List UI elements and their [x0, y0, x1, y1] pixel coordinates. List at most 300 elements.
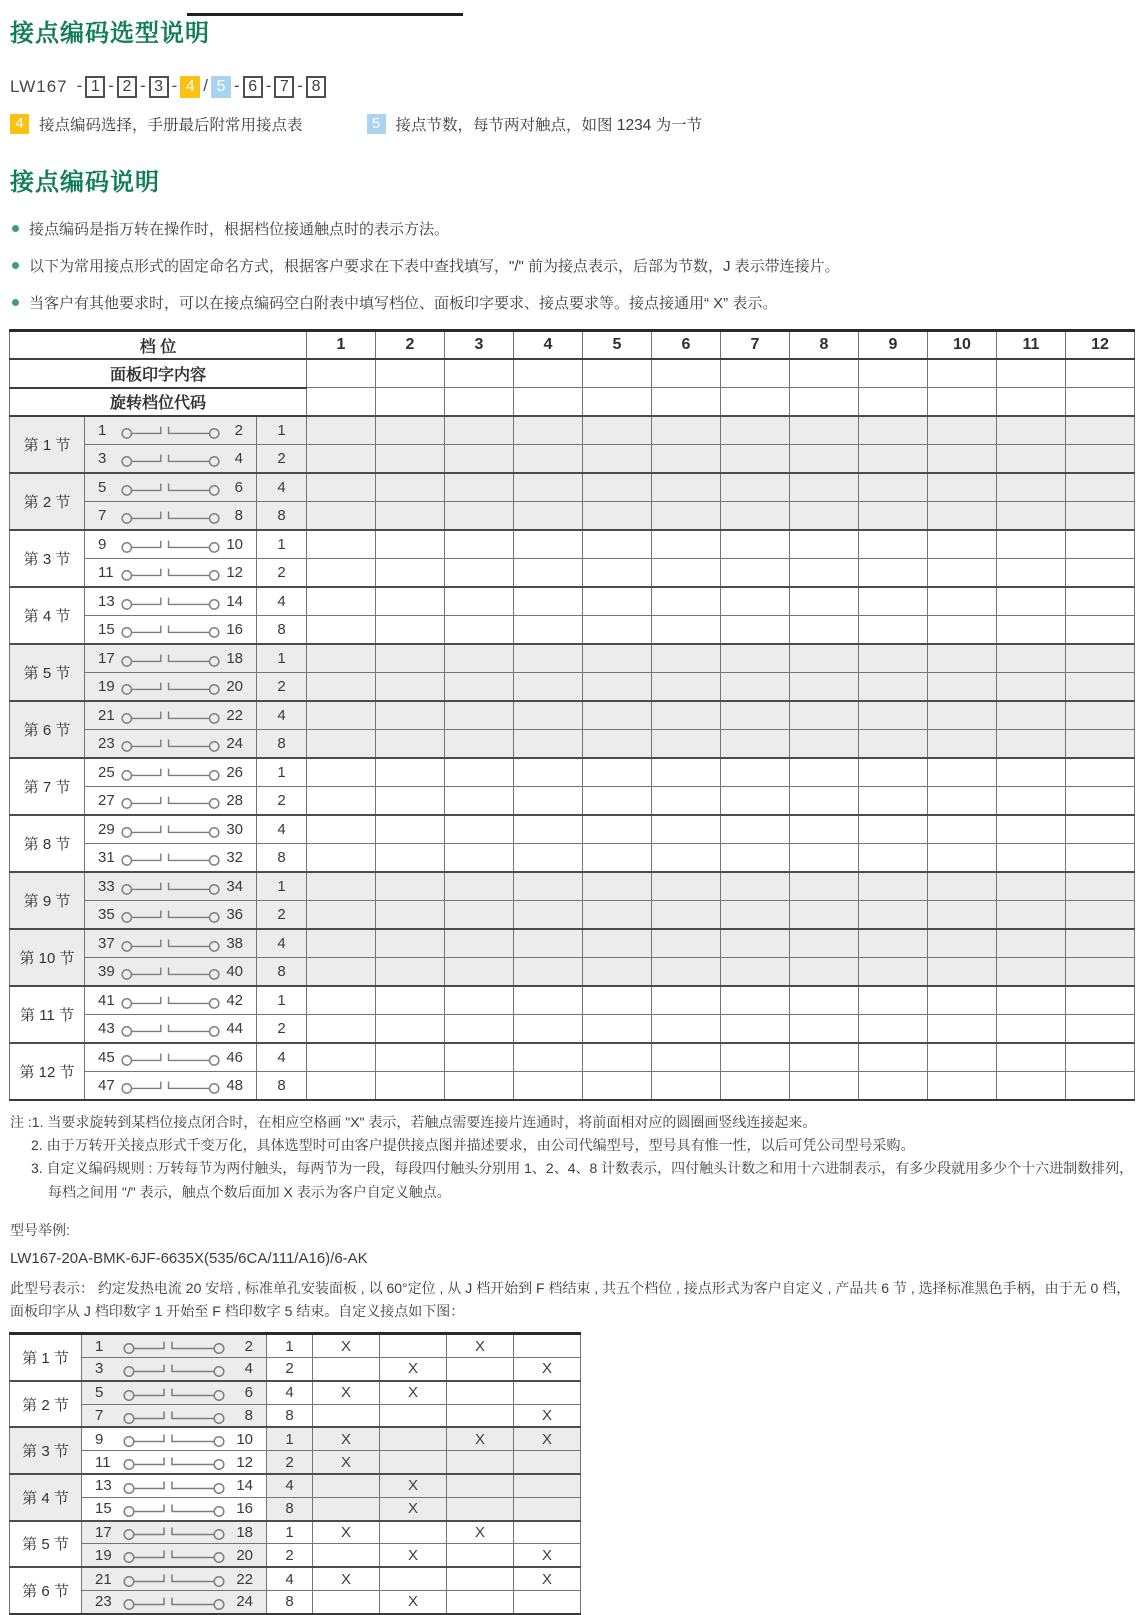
section-label: 第 2 节: [10, 473, 85, 530]
contact-code-cell: 1: [267, 1427, 313, 1450]
position-cell: [790, 730, 859, 759]
table-row: [10, 758, 1135, 787]
position-number: 4: [514, 331, 583, 360]
position-cell: [376, 502, 445, 531]
position-cell: [307, 901, 376, 930]
position-cell: [928, 758, 997, 787]
position-cell: [928, 502, 997, 531]
position-cell: [997, 559, 1066, 588]
position-cell: [1066, 758, 1135, 787]
position-cell: [997, 815, 1066, 844]
contact-code-cell: 2: [267, 1451, 313, 1474]
position-cell: [997, 416, 1066, 445]
position-cell: [376, 730, 445, 759]
contact-diagram-cell: [85, 901, 257, 930]
position-cell: [1066, 473, 1135, 502]
contact-mark-cell: [313, 1544, 380, 1567]
contact-mark-cell: [514, 1521, 581, 1544]
bullet-dot-icon: [12, 299, 19, 306]
table-row: [10, 872, 1135, 901]
model-separator: -: [108, 76, 114, 95]
position-cell: [721, 644, 790, 673]
position-cell: [376, 473, 445, 502]
section-label: 第 1 节: [10, 1334, 82, 1381]
section-label: 第 9 节: [10, 872, 85, 929]
contact-code-cell: 1: [267, 1334, 313, 1358]
position-cell: [445, 730, 514, 759]
table-row: [10, 1043, 1135, 1072]
position-number: 6: [652, 331, 721, 360]
contact-diagram: [85, 849, 256, 866]
position-cell: [583, 644, 652, 673]
contact-mark-cell: [447, 1590, 514, 1613]
terminal-number-left: 43: [98, 1020, 115, 1037]
position-cell: [859, 958, 928, 987]
position-cell: [307, 958, 376, 987]
terminal-number-right: 34: [226, 878, 243, 895]
contact-code-cell: 1: [257, 758, 307, 787]
contact-code-cell: 8: [257, 616, 307, 645]
position-cell: [583, 673, 652, 702]
contact-mark-cell: X: [514, 1544, 581, 1567]
contact-mark-cell: X: [313, 1451, 380, 1474]
position-cell: [928, 901, 997, 930]
contact-symbol-icon: [122, 1361, 226, 1377]
contact-mark-cell: [514, 1497, 581, 1520]
contact-symbol-icon: [122, 1385, 226, 1401]
position-cell: [1066, 559, 1135, 588]
table-header-row: [10, 331, 1135, 360]
contact-diagram-cell: [82, 1334, 267, 1358]
contact-symbol-icon: [120, 793, 221, 809]
position-cell: [652, 758, 721, 787]
position-cell: [307, 502, 376, 531]
table-row: [10, 730, 1135, 759]
position-cell: [790, 473, 859, 502]
terminal-number-left: 45: [98, 1049, 115, 1066]
model-separator: -: [234, 76, 240, 95]
position-cell: [928, 644, 997, 673]
terminal-number-right: 6: [244, 1384, 253, 1402]
contact-mark-cell: X: [313, 1521, 380, 1544]
notes-block: [10, 1111, 1140, 1204]
position-cell: [514, 1015, 583, 1044]
position-cell: [307, 1015, 376, 1044]
position-cell: [652, 815, 721, 844]
table-row: [10, 1334, 581, 1358]
position-cell: [583, 872, 652, 901]
position-cell: [1066, 986, 1135, 1015]
model-segment-3: 3: [149, 76, 169, 98]
contact-mark-cell: X: [514, 1404, 581, 1427]
position-cell: [790, 758, 859, 787]
position-cell: [652, 901, 721, 930]
contact-diagram-cell: [85, 530, 257, 559]
position-cell: [1066, 872, 1135, 901]
legend-text-4: 接点编码选择，手册最后附常用接点表: [39, 117, 303, 134]
position-cell: [376, 1072, 445, 1101]
position-cell: [445, 901, 514, 930]
position-number: 11: [997, 331, 1066, 360]
position-cell: [721, 958, 790, 987]
terminal-number-left: 11: [98, 564, 114, 581]
contact-diagram-cell: [85, 644, 257, 673]
contact-diagram-cell: [82, 1590, 267, 1613]
terminal-number-right: 12: [236, 1453, 253, 1471]
table-row: [10, 1474, 581, 1497]
position-cell: [307, 616, 376, 645]
contact-diagram: [85, 479, 256, 496]
table-row: [10, 1358, 581, 1381]
position-cell: [376, 1043, 445, 1072]
position-cell: [997, 787, 1066, 816]
section-label: 第 4 节: [10, 587, 85, 644]
position-number: 1: [307, 331, 376, 360]
contact-symbol-icon: [120, 907, 221, 923]
contact-mark-cell: X: [447, 1427, 514, 1450]
position-cell: [376, 815, 445, 844]
position-cell: [514, 758, 583, 787]
contact-diagram-cell: [85, 758, 257, 787]
contact-code-cell: 4: [267, 1474, 313, 1497]
position-cell: [376, 787, 445, 816]
position-cell: [514, 701, 583, 730]
contact-coding-table: [9, 329, 1135, 1101]
contact-symbol-icon: [122, 1408, 226, 1424]
position-cell: [445, 872, 514, 901]
contact-symbol-icon: [120, 1021, 221, 1037]
terminal-number-right: 20: [226, 678, 243, 695]
contact-mark-cell: X: [380, 1544, 447, 1567]
rotary-code-cell: [652, 388, 721, 417]
section-label: 第 4 节: [10, 1474, 82, 1521]
contact-diagram: [82, 1477, 266, 1494]
terminal-number-left: 31: [98, 849, 115, 866]
position-cell: [307, 530, 376, 559]
bullet-item: [12, 255, 1140, 276]
position-cell: [928, 730, 997, 759]
contact-code-cell: 8: [257, 958, 307, 987]
terminal-number-right: 48: [226, 1077, 243, 1094]
position-cell: [583, 844, 652, 873]
position-cell: [997, 958, 1066, 987]
position-cell: [307, 673, 376, 702]
position-cell: [652, 473, 721, 502]
position-cell: [1066, 1015, 1135, 1044]
position-cell: [583, 787, 652, 816]
position-cell: [928, 1072, 997, 1101]
section-label: 第 11 节: [10, 986, 85, 1043]
contact-mark-cell: [447, 1567, 514, 1590]
contact-code-cell: 2: [267, 1544, 313, 1567]
example-model-code: LW167-20A-BMK-6JF-6635X(535/6CA/111/A16)/6-AK: [10, 1249, 368, 1267]
contact-diagram-cell: [85, 616, 257, 645]
position-cell: [790, 787, 859, 816]
legend-item-4: [10, 113, 303, 135]
contact-mark-cell: [447, 1544, 514, 1567]
contact-code-cell: 1: [267, 1521, 313, 1544]
position-cell: [514, 530, 583, 559]
position-cell: [1066, 416, 1135, 445]
contact-code-cell: 4: [267, 1567, 313, 1590]
position-cell: [652, 502, 721, 531]
terminal-number-right: 16: [226, 621, 243, 638]
bullet-text: 当客户有其他要求时，可以在接点编码空白附表中填写档位、面板印字要求、接点要求等。接点接通用“ X” 表示。: [29, 295, 778, 312]
position-cell: [1066, 644, 1135, 673]
contact-code-cell: 1: [257, 530, 307, 559]
position-cell: [928, 559, 997, 588]
position-cell: [859, 986, 928, 1015]
position-cell: [376, 958, 445, 987]
position-cell: [859, 815, 928, 844]
position-cell: [721, 758, 790, 787]
position-cell: [376, 1015, 445, 1044]
contact-diagram: [85, 450, 256, 467]
contact-diagram-cell: [85, 787, 257, 816]
contact-code-cell: 1: [257, 872, 307, 901]
position-cell: [376, 559, 445, 588]
table-row: [10, 1451, 581, 1474]
contact-mark-cell: [380, 1521, 447, 1544]
contact-diagram-cell: [85, 445, 257, 474]
table-row: [10, 1015, 1135, 1044]
contact-diagram: [85, 507, 256, 524]
position-cell: [514, 901, 583, 930]
position-cell: [928, 530, 997, 559]
position-cell: [652, 872, 721, 901]
position-cell: [583, 986, 652, 1015]
terminal-number-right: 38: [226, 935, 243, 952]
contact-symbol-icon: [120, 480, 221, 496]
position-cell: [997, 502, 1066, 531]
rotary-code-cell: [859, 388, 928, 417]
terminal-number-right: 14: [236, 1477, 253, 1495]
position-cell: [376, 758, 445, 787]
terminal-number-left: 9: [98, 536, 107, 553]
position-cell: [445, 787, 514, 816]
model-separator: -: [297, 76, 304, 95]
position-cell: [859, 758, 928, 787]
contact-diagram: [85, 1077, 256, 1094]
terminal-number-left: 21: [95, 1570, 112, 1588]
position-cell: [928, 445, 997, 474]
contact-diagram-cell: [85, 1015, 257, 1044]
contact-symbol-icon: [120, 622, 221, 638]
contact-diagram-cell: [85, 815, 257, 844]
position-cell: [997, 530, 1066, 559]
position-cell: [583, 1043, 652, 1072]
position-cell: [445, 416, 514, 445]
panel-print-cell: [652, 359, 721, 388]
position-cell: [307, 929, 376, 958]
table-row: [10, 559, 1135, 588]
position-cell: [1066, 787, 1135, 816]
section-label: 第 12 节: [10, 1043, 85, 1100]
model-segments: [74, 76, 326, 98]
contact-code-cell: 2: [257, 445, 307, 474]
position-cell: [652, 445, 721, 474]
panel-print-cell: [721, 359, 790, 388]
terminal-number-right: 22: [226, 707, 243, 724]
terminal-number-right: 18: [226, 650, 243, 667]
position-number: 3: [445, 331, 514, 360]
contact-mark-cell: [380, 1451, 447, 1474]
terminal-number-right: 22: [236, 1570, 253, 1588]
contact-mark-cell: X: [447, 1521, 514, 1544]
position-cell: [445, 958, 514, 987]
section-label: 第 5 节: [10, 1521, 82, 1568]
contact-mark-cell: [380, 1404, 447, 1427]
contact-code-cell: 8: [267, 1590, 313, 1613]
position-cell: [376, 929, 445, 958]
terminal-number-left: 33: [98, 878, 115, 895]
position-cell: [928, 872, 997, 901]
table-row: [10, 1497, 581, 1520]
position-cell: [997, 587, 1066, 616]
terminal-number-right: 32: [226, 849, 243, 866]
panel-print-cell: [307, 359, 376, 388]
table-row: [10, 787, 1135, 816]
contact-mark-cell: X: [380, 1497, 447, 1520]
position-cell: [583, 1015, 652, 1044]
contact-mark-cell: [380, 1427, 447, 1450]
terminal-number-right: 46: [226, 1049, 243, 1066]
position-cell: [583, 901, 652, 930]
position-cell: [307, 787, 376, 816]
table-row: [10, 958, 1135, 987]
position-cell: [514, 445, 583, 474]
contact-diagram: [85, 593, 256, 610]
position-cell: [376, 844, 445, 873]
position-cell: [997, 1043, 1066, 1072]
position-cell: [307, 872, 376, 901]
position-cell: [859, 730, 928, 759]
position-cell: [859, 644, 928, 673]
position-cell: [928, 844, 997, 873]
bullet-dot-icon: [12, 262, 19, 269]
contact-code-cell: 1: [257, 644, 307, 673]
contact-code-cell: 4: [257, 587, 307, 616]
position-number: 12: [1066, 331, 1135, 360]
position-cell: [721, 502, 790, 531]
position-cell: [1066, 1043, 1135, 1072]
terminal-number-right: 26: [226, 764, 243, 781]
rotary-code-cell: [445, 388, 514, 417]
position-cell: [307, 473, 376, 502]
contact-diagram-cell: [85, 701, 257, 730]
terminal-number-left: 13: [98, 593, 115, 610]
contact-mark-cell: X: [313, 1334, 380, 1358]
position-cell: [652, 701, 721, 730]
position-cell: [514, 815, 583, 844]
position-cell: [790, 872, 859, 901]
section-label: 第 8 节: [10, 815, 85, 872]
contact-diagram-cell: [82, 1521, 267, 1544]
contact-symbol-icon: [120, 537, 221, 553]
rotary-code-header: 旋转档位代码: [10, 388, 307, 417]
position-cell: [307, 844, 376, 873]
terminal-number-left: 15: [98, 621, 115, 638]
contact-code-cell: 2: [257, 901, 307, 930]
position-cell: [721, 901, 790, 930]
position-cell: [790, 673, 859, 702]
legend-row: [10, 113, 1140, 135]
contact-mark-cell: [447, 1474, 514, 1497]
position-cell: [445, 502, 514, 531]
contact-code-cell: 2: [257, 559, 307, 588]
position-cell: [721, 445, 790, 474]
position-cell: [790, 644, 859, 673]
panel-print-cell: [376, 359, 445, 388]
contact-symbol-icon: [120, 1050, 221, 1066]
position-cell: [928, 701, 997, 730]
position-cell: [997, 616, 1066, 645]
position-cell: [652, 416, 721, 445]
contact-mark-cell: X: [380, 1381, 447, 1404]
terminal-number-left: 5: [95, 1384, 104, 1402]
model-segment-2: 2: [117, 76, 137, 98]
position-cell: [514, 929, 583, 958]
position-cell: [652, 673, 721, 702]
position-cell: [790, 416, 859, 445]
contact-diagram: [85, 564, 256, 581]
position-cell: [928, 929, 997, 958]
table-row: [10, 473, 1135, 502]
table-row: [10, 1381, 581, 1404]
terminal-number-right: 44: [226, 1020, 243, 1037]
contact-mark-cell: [514, 1590, 581, 1613]
legend-text-5: 接点节数，每节两对触点，如图 1234 为一节: [395, 117, 703, 134]
position-cell: [859, 559, 928, 588]
contact-symbol-icon: [120, 565, 221, 581]
contact-symbol-icon: [120, 679, 221, 695]
contact-code-cell: 4: [257, 815, 307, 844]
position-cell: [307, 730, 376, 759]
model-separator: -: [76, 76, 83, 95]
contact-diagram: [82, 1338, 266, 1355]
position-cell: [583, 502, 652, 531]
position-cell: [307, 559, 376, 588]
table-row: [10, 416, 1135, 445]
contact-diagram: [82, 1454, 266, 1471]
position-cell: [514, 1072, 583, 1101]
contact-diagram: [82, 1571, 266, 1588]
position-cell: [1066, 502, 1135, 531]
contact-symbol-icon: [120, 1078, 221, 1094]
terminal-number-right: 2: [234, 422, 243, 439]
contact-diagram: [85, 821, 256, 838]
position-cell: [652, 587, 721, 616]
position-cell: [721, 1015, 790, 1044]
position-cell: [1066, 929, 1135, 958]
position-cell: [1066, 844, 1135, 873]
contact-symbol-icon: [120, 451, 221, 467]
contact-symbol-icon: [120, 736, 221, 752]
position-cell: [652, 787, 721, 816]
section-label: 第 5 节: [10, 644, 85, 701]
position-cell: [445, 844, 514, 873]
position-cell: [1066, 815, 1135, 844]
terminal-number-right: 14: [226, 593, 243, 610]
terminal-number-left: 35: [98, 906, 115, 923]
position-cell: [583, 530, 652, 559]
contact-diagram-cell: [85, 958, 257, 987]
contact-symbol-icon: [120, 765, 221, 781]
contact-diagram: [85, 1020, 256, 1037]
position-cell: [859, 445, 928, 474]
rotary-code-cell: [928, 388, 997, 417]
terminal-number-left: 23: [95, 1593, 112, 1611]
